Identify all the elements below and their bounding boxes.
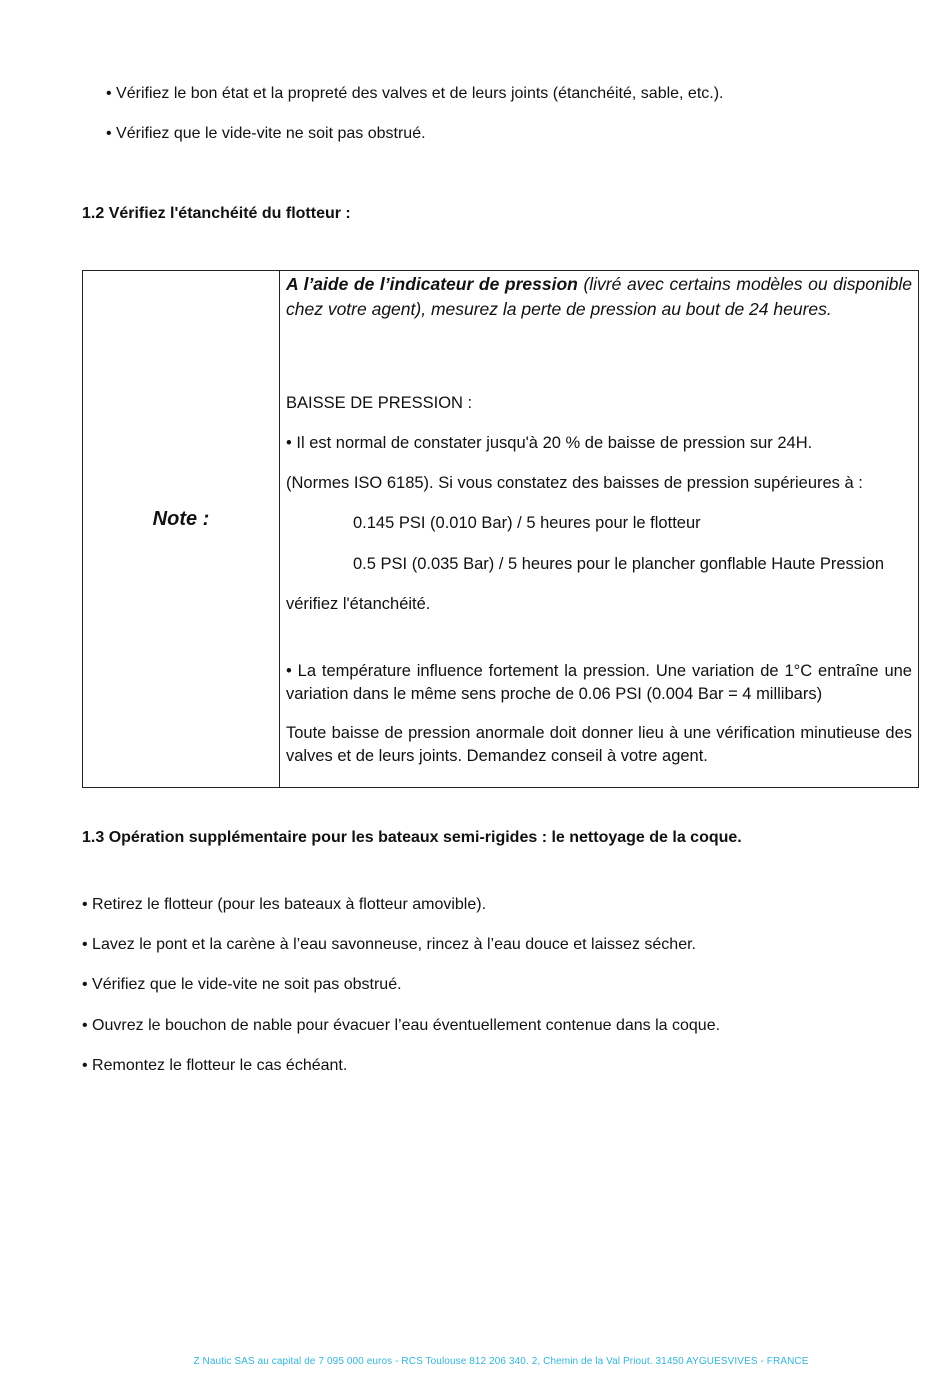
norms-line: (Normes ISO 6185). Si vous constatez des baisses de pression supérieures à :	[286, 474, 863, 492]
list-item: • Vérifiez que le vide-vite ne soit pas obstrué.	[82, 976, 402, 994]
pressure-drop-title: BAISSE DE PRESSION :	[286, 394, 473, 412]
note-intro-bold: A l’aide de l’indicateur de pression	[286, 274, 578, 294]
list-item: • Ouvrez le bouchon de nable pour évacuer l’eau éventuellement contenue dans la coque.	[82, 1017, 720, 1035]
note-label: Note :	[152, 508, 210, 530]
threshold-float: 0.145 PSI (0.010 Bar) / 5 heures pour le flotteur	[353, 514, 701, 532]
list-item: • Lavez le pont et la carène à l’eau savonneuse, rincez à l’eau douce et laissez sécher.	[82, 936, 696, 954]
section-heading-1-3: 1.3 Opération supplémentaire pour les bateaux semi-rigides : le nettoyage de la coque.	[82, 829, 742, 846]
threshold-floor: 0.5 PSI (0.035 Bar) / 5 heures pour le plancher gonflable Haute Pression	[353, 555, 885, 573]
check-seal-text: vérifiez l'étanchéité.	[286, 595, 431, 613]
note-intro	[286, 272, 912, 322]
note-label-cell	[83, 271, 280, 788]
list-item: • Vérifiez le bon état et la propreté des valves et de leurs joints (étanchéité, sable, etc.).	[106, 85, 724, 103]
page-footer: Z Nautic SAS au capital de 7 095 000 euros - RCS Toulouse 812 206 340. 2, Chemin de la Val Priout. 31450 AYGUESVIVES - FRANCE	[193, 1356, 809, 1367]
note-intro-rest: (livré avec certains modèles ou disponible chez votre agent), mesurez la perte de pression au bout de 24 heures.	[286, 274, 912, 319]
temperature-note: • La température influence fortement la pression. Une variation de 1°C entraîne une variation dans le même sens proche de 0.06 PSI (0.004 Bar = 4 millibars)	[286, 660, 912, 706]
note-content-cell	[280, 271, 919, 788]
note-table	[82, 270, 919, 788]
normal-drop-text: • Il est normal de constater jusqu'à 20 % de baisse de pression sur 24H.	[286, 432, 912, 455]
list-item: • Vérifiez que le vide-vite ne soit pas obstrué.	[106, 125, 426, 143]
abnormal-drop-text: Toute baisse de pression anormale doit donner lieu à une vérification minutieuse des valves et de leurs joints. Demandez conseil à votre agent.	[286, 724, 912, 765]
list-item: • Retirez le flotteur (pour les bateaux à flotteur amovible).	[82, 896, 486, 914]
list-item: • Remontez le flotteur le cas échéant.	[82, 1057, 347, 1075]
section-heading-1-2: 1.2 Vérifiez l'étanchéité du flotteur :	[82, 205, 351, 222]
